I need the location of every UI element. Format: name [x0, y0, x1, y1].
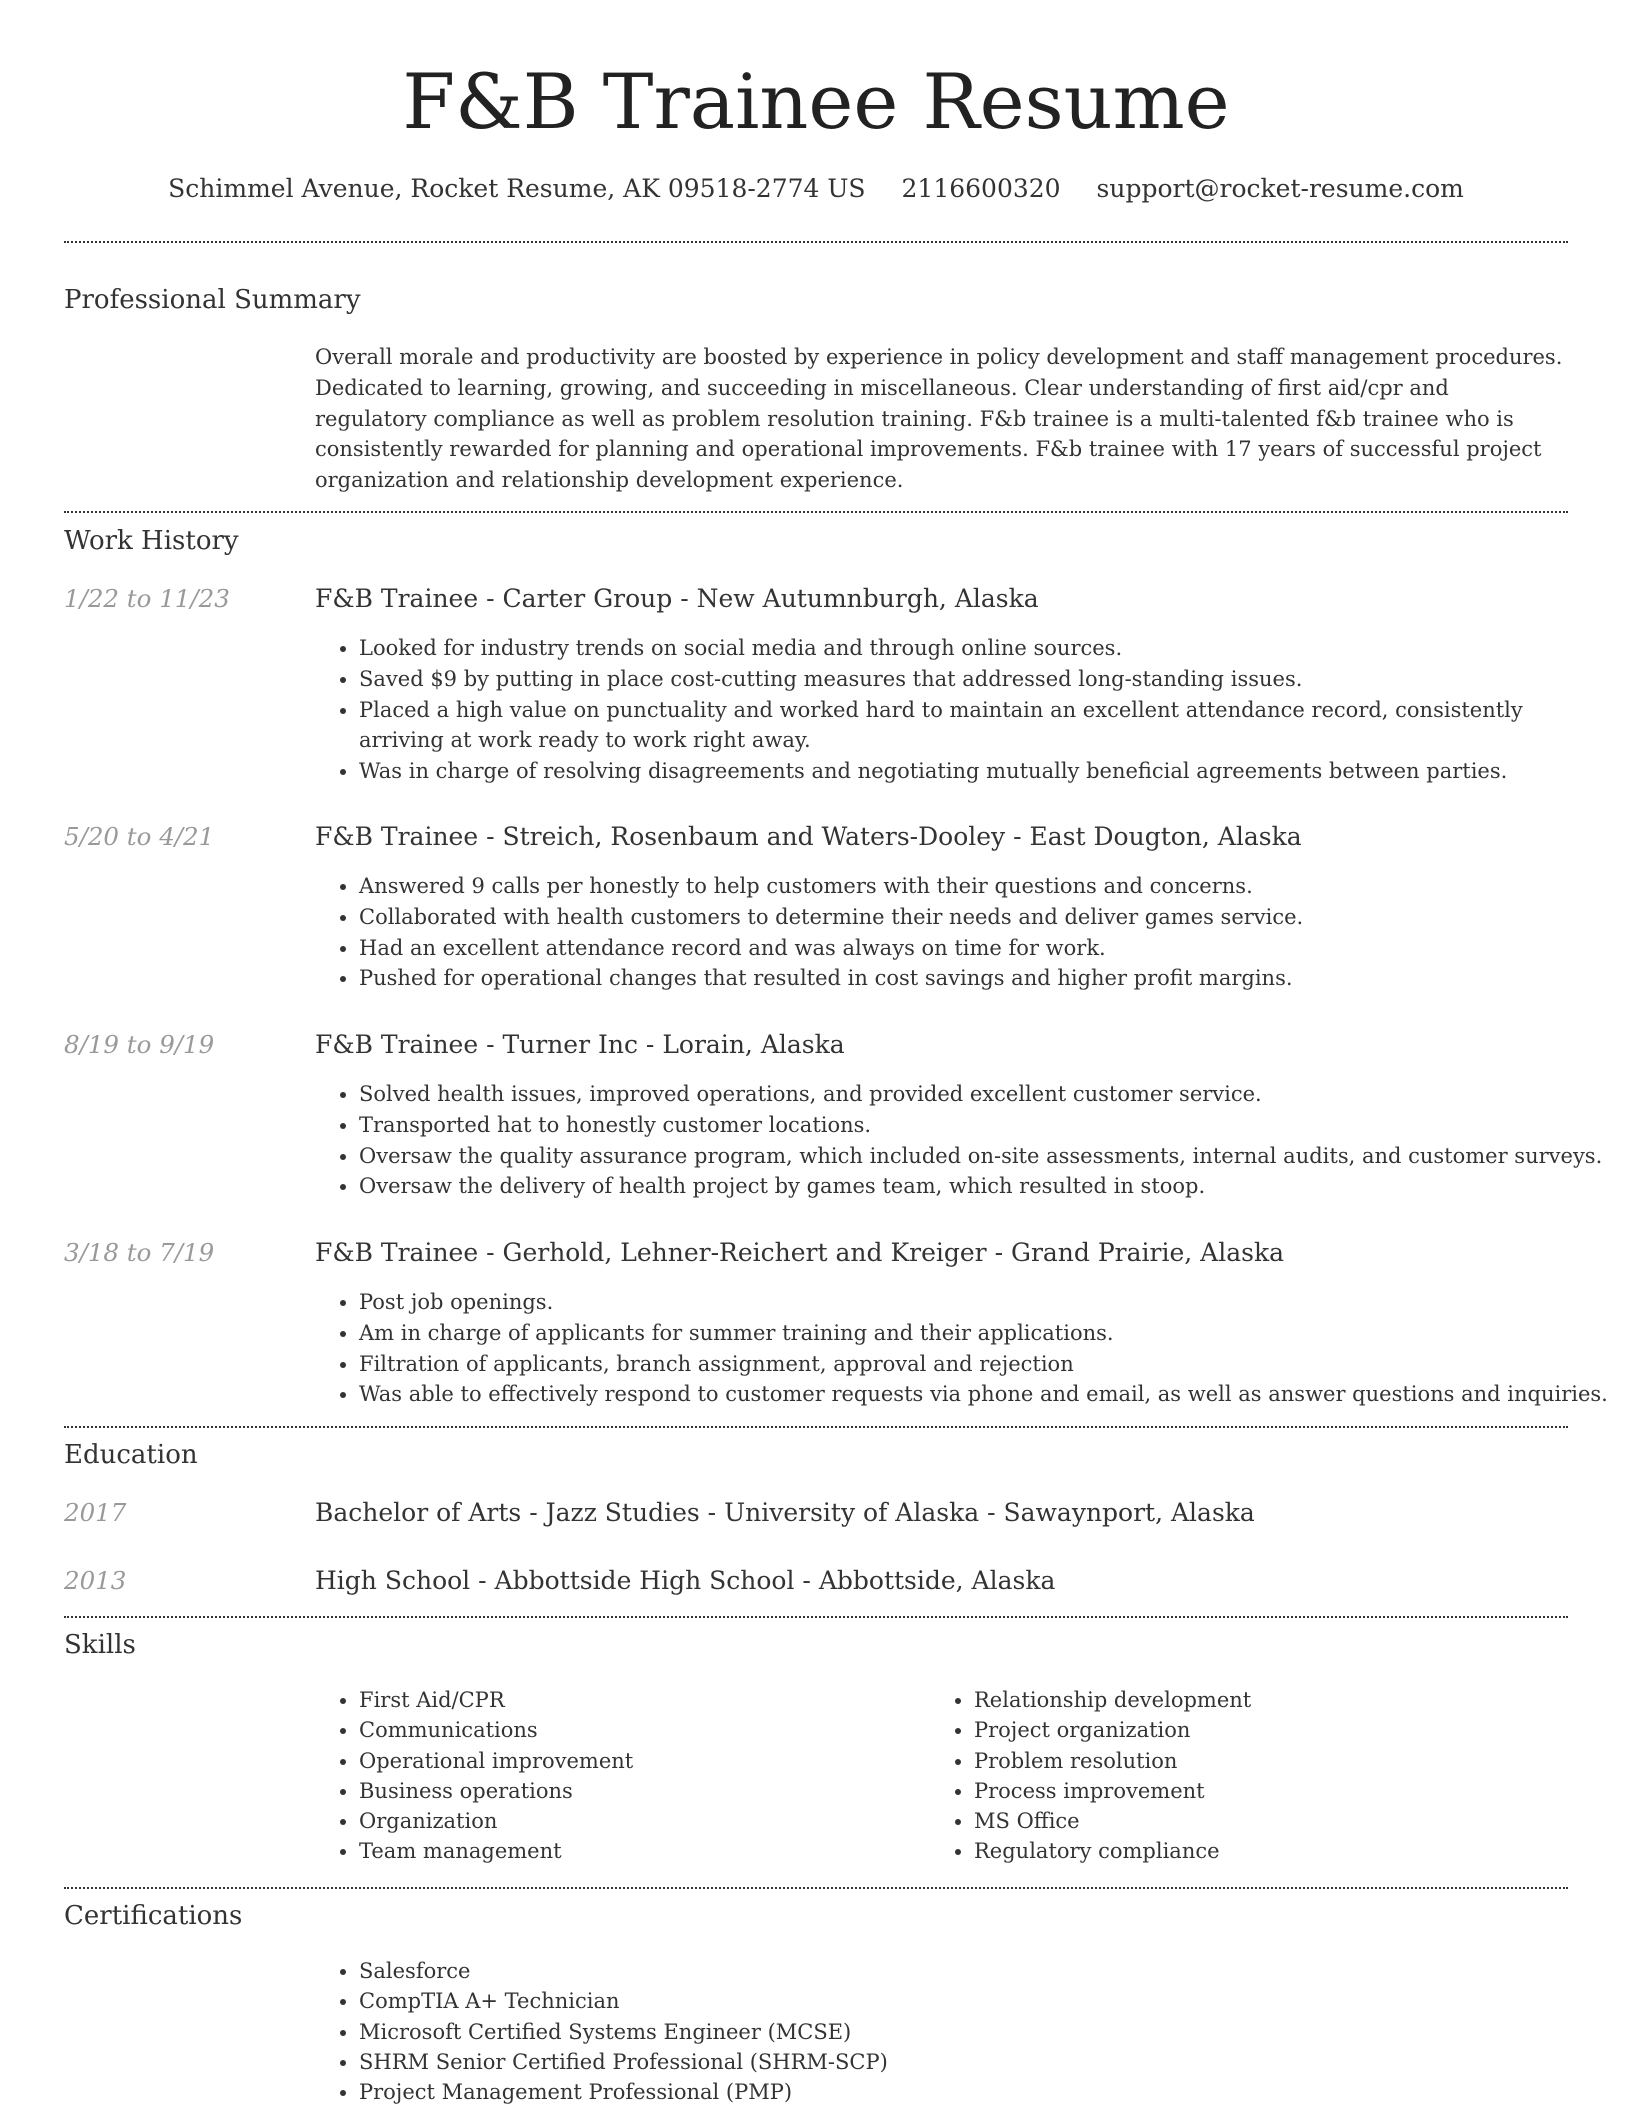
- job-bullets: [315, 871, 1609, 994]
- job-bullet: • Answered 9 calls per honestly to help customers with their questions and concerns.: [359, 871, 1609, 902]
- contact-line: [0, 170, 1632, 208]
- job-heading: F&B Trainee - Carter Group - New Autumnburgh, Alaska: [315, 584, 1039, 613]
- job-bullet: • Oversaw the quality assurance program, which included on-site assessments, internal audits, and customer surveys.: [359, 1141, 1609, 1172]
- certifications-heading: Certifications: [64, 1901, 243, 1931]
- contact-address: Schimmel Avenue, Rocket Resume, AK 09518-2774 US: [168, 174, 866, 203]
- job-company: Gerhold, Lehner-Reichert and Kreiger: [502, 1238, 987, 1267]
- job-location: Grand Prairie, Alaska: [1010, 1238, 1284, 1267]
- education-year: 2017: [64, 1498, 127, 1527]
- job-bullet: • Oversaw the delivery of health project by games team, which resulted in stoop.: [359, 1171, 1609, 1202]
- job-bullet: • Had an excellent attendance record and was always on time for work.: [359, 933, 1609, 964]
- job-bullet: • Was able to effectively respond to customer requests via phone and email, as well as answer questions and inquiries.: [359, 1379, 1609, 1410]
- job-bullet: • Collaborated with health customers to determine their needs and deliver games service.: [359, 902, 1609, 933]
- job-company: Turner Inc: [502, 1030, 638, 1059]
- summary-text: Overall morale and productivity are boosted by experience in policy development and staff management procedures. Dedicated to learning, growing, and succeeding in miscellaneous. Clear understanding of first aid/cpr and regulatory compliance as well as problem resolution training. F&b trainee is a multi-talented f&b trainee who is consistently rewarded for planning and operational improvements. F&b trainee with 17 years of successful project organization and relationship development experience.: [315, 345, 1563, 493]
- job-bullets: [315, 633, 1609, 787]
- job-title: F&B Trainee: [315, 822, 479, 851]
- job-bullet: • Was in charge of resolving disagreements and negotiating mutually beneficial agreements between parties.: [359, 756, 1609, 787]
- resume-title: F&B Trainee Resume: [402, 57, 1230, 146]
- skill-item: • Process improvement: [974, 1776, 1574, 1806]
- job-bullet: • Pushed for operational changes that resulted in cost savings and higher profit margins.: [359, 963, 1609, 994]
- skill-item: • Business operations: [359, 1776, 919, 1806]
- education-school: Abbottside High School: [494, 1566, 795, 1595]
- section-divider: [64, 241, 1568, 243]
- work-history-heading: Work History: [64, 526, 239, 556]
- certifications-list: [315, 1956, 1559, 2107]
- skills-list-right: [930, 1685, 1574, 1867]
- skills-list-left: [315, 1685, 919, 1867]
- education-heading: Education: [64, 1440, 198, 1470]
- job-dates: 3/18 to 7/19: [64, 1238, 215, 1267]
- certification-item: • Salesforce: [359, 1956, 1559, 1986]
- section-divider: [64, 1426, 1568, 1428]
- skill-item: • Communications: [359, 1715, 919, 1745]
- job-heading: F&B Trainee - Streich, Rosenbaum and Waters-Dooley - East Dougton, Alaska: [315, 822, 1302, 851]
- certification-item: • CompTIA A+ Technician: [359, 1986, 1559, 2016]
- certification-item: • SHRM Senior Certified Professional (SHRM-SCP): [359, 2047, 1559, 2077]
- skill-item: • Organization: [359, 1806, 919, 1836]
- job-bullet: • Am in charge of applicants for summer training and their applications.: [359, 1318, 1609, 1349]
- skill-item: • MS Office: [974, 1806, 1574, 1836]
- certification-item: • Microsoft Certified Systems Engineer (MCSE): [359, 2017, 1559, 2047]
- education-year: 2013: [64, 1566, 127, 1595]
- education-entry: High School - Abbottside High School - Abbottside, Alaska: [315, 1566, 1056, 1595]
- skill-item: • Project organization: [974, 1715, 1574, 1745]
- job-bullet: • Transported hat to honestly customer locations.: [359, 1110, 1609, 1141]
- education-location: Abbottside, Alaska: [818, 1566, 1056, 1595]
- job-bullet: • Post job openings.: [359, 1287, 1609, 1318]
- section-divider: [64, 1887, 1568, 1889]
- job-bullet: • Filtration of applicants, branch assignment, approval and rejection: [359, 1349, 1609, 1380]
- education-degree: High School: [315, 1566, 471, 1595]
- job-location: Lorain, Alaska: [662, 1030, 845, 1059]
- skill-item: • First Aid/CPR: [359, 1685, 919, 1715]
- section-divider: [64, 1616, 1568, 1618]
- job-heading: F&B Trainee - Turner Inc - Lorain, Alaska: [315, 1030, 845, 1059]
- education-location: Sawaynport, Alaska: [1003, 1498, 1255, 1527]
- education-entry: Bachelor of Arts - Jazz Studies - University of Alaska - Sawaynport, Alaska: [315, 1498, 1255, 1527]
- job-dates: 8/19 to 9/19: [64, 1030, 215, 1059]
- job-title: F&B Trainee: [315, 1238, 479, 1267]
- skill-item: • Relationship development: [974, 1685, 1574, 1715]
- skill-item: • Operational improvement: [359, 1746, 919, 1776]
- education-degree: Bachelor of Arts - Jazz Studies: [315, 1498, 700, 1527]
- skills-heading: Skills: [64, 1630, 136, 1660]
- job-location: East Dougton, Alaska: [1029, 822, 1302, 851]
- job-title: F&B Trainee: [315, 584, 479, 613]
- job-bullet: • Looked for industry trends on social media and through online sources.: [359, 633, 1609, 664]
- job-bullet: • Saved $9 by putting in place cost-cutting measures that addressed long-standing issues.: [359, 664, 1609, 695]
- job-bullets: [315, 1079, 1609, 1202]
- certification-item: • Project Management Professional (PMP): [359, 2077, 1559, 2107]
- skill-item: • Problem resolution: [974, 1746, 1574, 1776]
- skill-item: • Team management: [359, 1836, 919, 1866]
- education-school: University of Alaska: [724, 1498, 980, 1527]
- job-location: New Autumnburgh, Alaska: [696, 584, 1039, 613]
- job-bullet: • Placed a high value on punctuality and worked hard to maintain an excellent attendance record, consistently arriving at work ready to work right away.: [359, 695, 1609, 757]
- job-heading: F&B Trainee - Gerhold, Lehner-Reichert and Kreiger - Grand Prairie, Alaska: [315, 1238, 1284, 1267]
- contact-email: support@rocket-resume.com: [1096, 174, 1464, 203]
- job-bullets: [315, 1287, 1609, 1410]
- job-dates: 5/20 to 4/21: [64, 822, 215, 851]
- job-bullet: • Solved health issues, improved operations, and provided excellent customer service.: [359, 1079, 1609, 1110]
- summary-heading: Professional Summary: [64, 285, 361, 315]
- skill-item: • Regulatory compliance: [974, 1836, 1574, 1866]
- job-title: F&B Trainee: [315, 1030, 479, 1059]
- contact-phone: 2116600320: [901, 174, 1061, 203]
- job-company: Carter Group: [502, 584, 673, 613]
- job-company: Streich, Rosenbaum and Waters-Dooley: [502, 822, 1006, 851]
- section-divider: [64, 511, 1568, 513]
- job-dates: 1/22 to 11/23: [64, 584, 230, 613]
